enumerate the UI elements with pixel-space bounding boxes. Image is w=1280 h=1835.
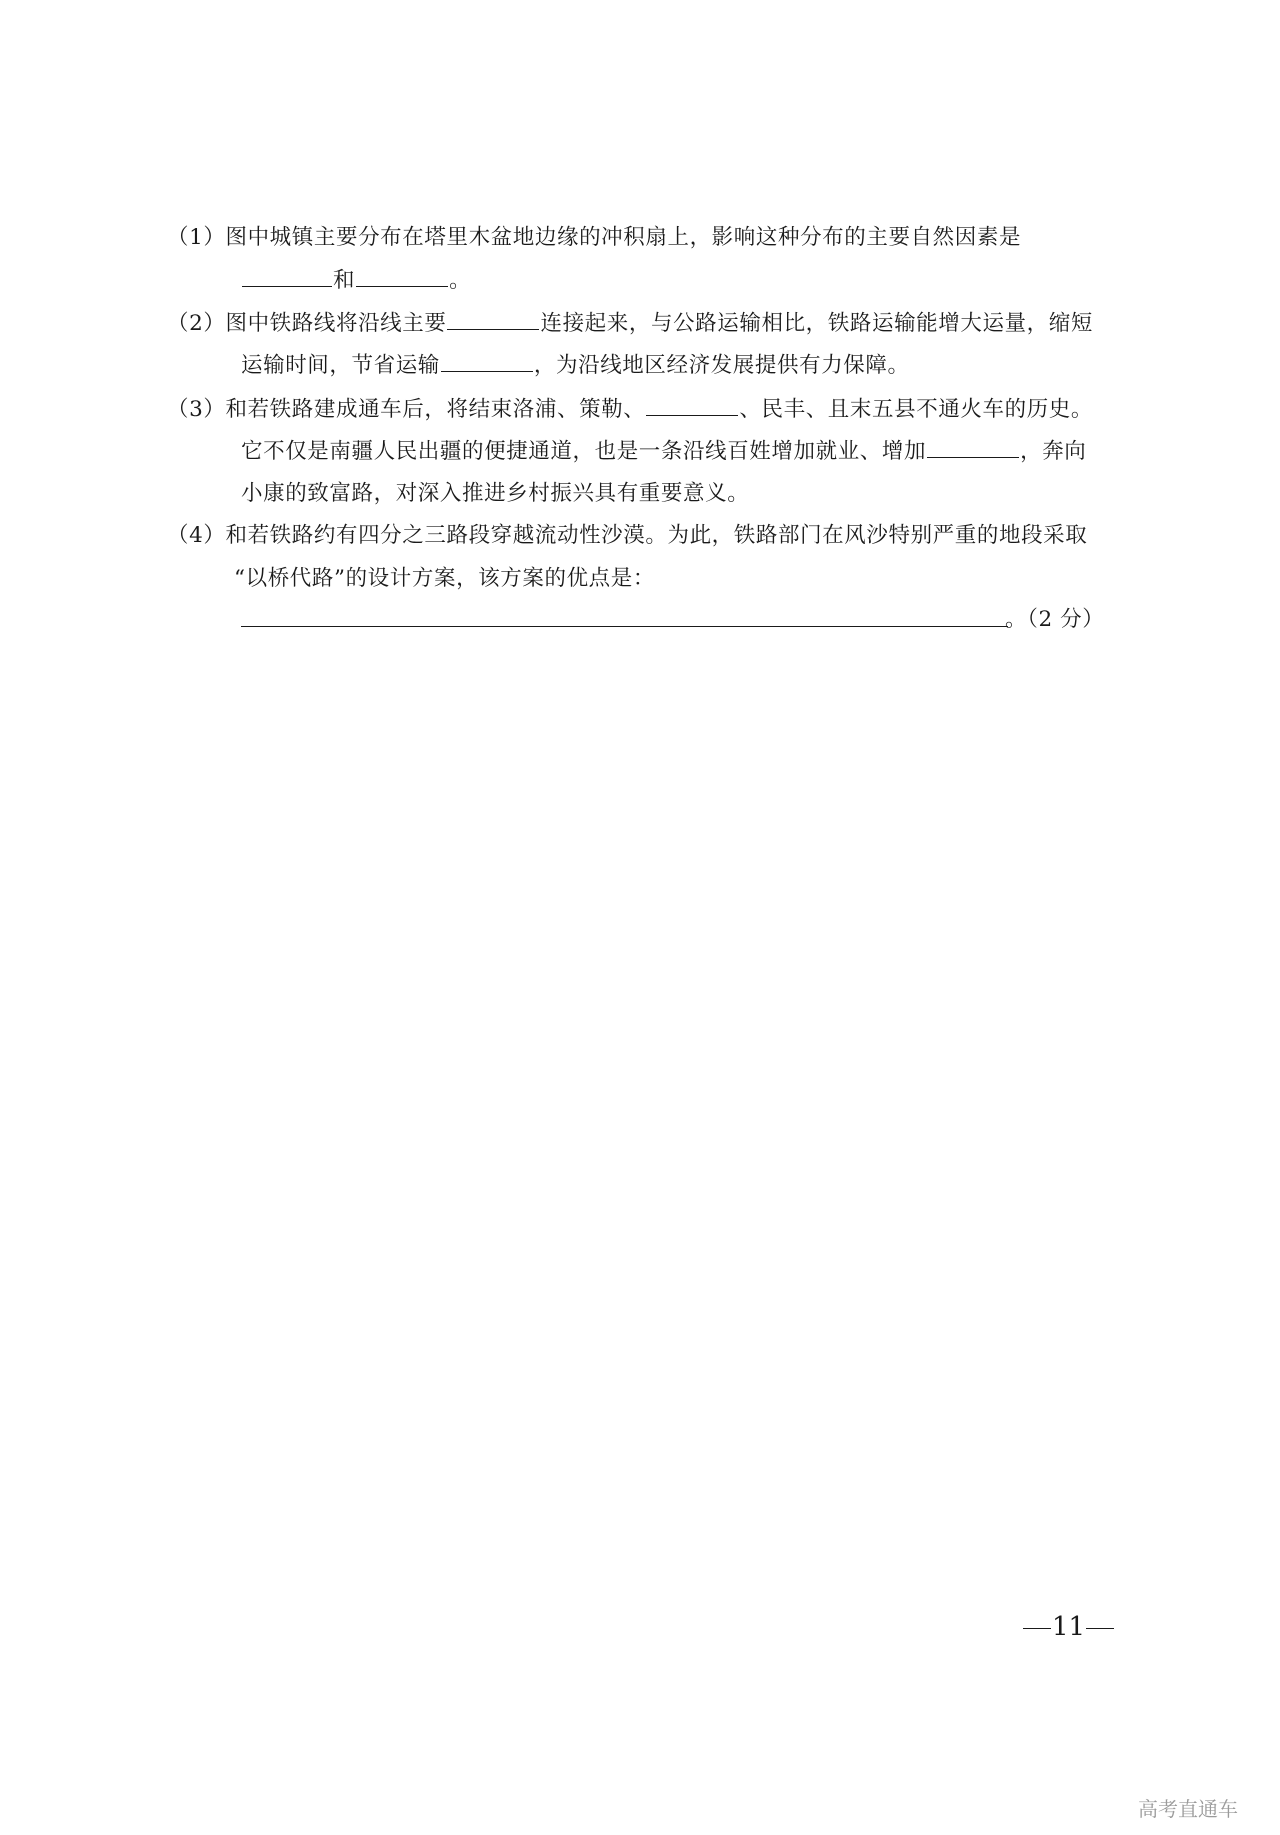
q2-line2-end: ，为沿线地区经济发展提供有力保障。 xyxy=(533,353,910,378)
q4-line1 xyxy=(167,522,1087,550)
q1-connector: 和 xyxy=(333,268,356,293)
q4-answer-blank[interactable] xyxy=(241,626,1008,627)
q3-end: 、民丰、且末五县不通火车的历史。 xyxy=(739,397,1093,422)
q3-line1 xyxy=(167,395,1093,424)
q3-answer-blank-1[interactable] xyxy=(646,395,738,416)
q4-text: （4）和若铁路约有四分之三路段穿越流动性沙漠。为此，铁路部门在风沙特别严重的地段采取 xyxy=(167,523,1088,548)
q1-line2 xyxy=(241,266,471,295)
q1-text: （1）图中城镇主要分布在塔里木盆地边缘的冲积扇上，影响这种分布的主要自然因素是 xyxy=(167,225,1022,250)
q1-end: 。 xyxy=(449,268,472,293)
q3-line2-end: ，奔向 xyxy=(1020,439,1087,464)
q1-answer-blank-2[interactable] xyxy=(356,266,448,287)
q3-line2-start: 它不仅是南疆人民出疆的便捷通道，也是一条沿线百姓增加就业、增加 xyxy=(241,439,927,464)
q3-line3-text: 小康的致富路，对深入推进乡村振兴具有重要意义。 xyxy=(241,481,750,506)
q4-score xyxy=(1005,606,1104,634)
q1-line1 xyxy=(167,224,1021,252)
watermark: 高考直通车 xyxy=(1138,1797,1238,1821)
q2-start: （2）图中铁路线将沿线主要 xyxy=(167,311,447,336)
q3-start: （3）和若铁路建成通车后，将结束洛浦、策勒、 xyxy=(167,397,646,422)
q2-line2-start: 运输时间，节省运输 xyxy=(241,353,440,378)
q1-answer-blank-1[interactable] xyxy=(242,266,332,287)
q3-line2 xyxy=(241,437,1086,466)
q2-line1 xyxy=(167,309,1093,338)
page-number xyxy=(1022,1610,1115,1644)
page-number-value: 11 xyxy=(1052,1612,1086,1642)
page-number-dash-left xyxy=(1023,1628,1051,1629)
q4-line2-text: “以桥代路”的设计方案，该方案的优点是： xyxy=(234,566,655,591)
q4-score-text: 。（2 分） xyxy=(1005,607,1105,632)
q4-line2 xyxy=(234,565,655,593)
q2-answer-blank-1[interactable] xyxy=(447,309,539,330)
q2-end: 连接起来，与公路运输相比，铁路运输能增大运量，缩短 xyxy=(540,311,1093,336)
q2-line2 xyxy=(241,351,910,380)
page-number-dash-right xyxy=(1086,1628,1114,1629)
q3-answer-blank-2[interactable] xyxy=(927,437,1019,458)
q3-line3 xyxy=(241,480,749,508)
q2-answer-blank-2[interactable] xyxy=(441,351,533,372)
